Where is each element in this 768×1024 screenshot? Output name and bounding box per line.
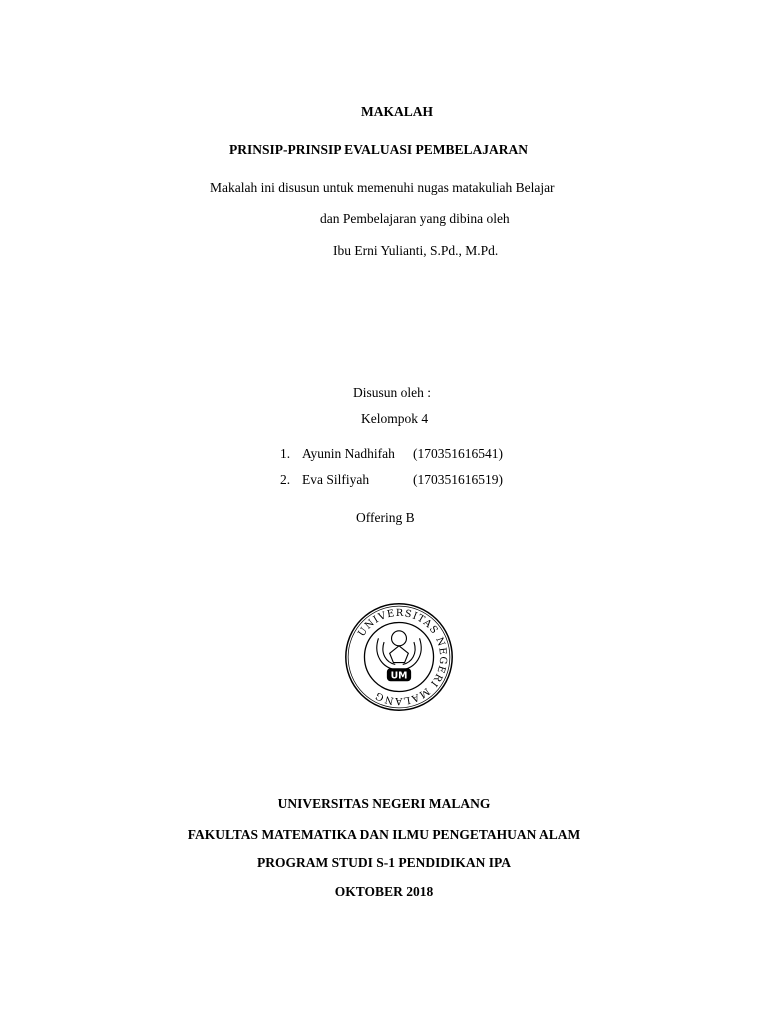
compiled-by-label: Disusun oleh : [353,385,432,400]
offering-label: Offering B [356,510,415,525]
submission-date: OKTOBER 2018 [334,884,434,899]
seal-emblem [377,631,421,670]
member-2-nim: (170351616519) [413,472,503,487]
member-2-name: Eva Silfiyah [302,472,370,487]
doc-label: MAKALAH [361,104,433,119]
member-1-number: 1. [280,446,291,461]
university-seal-logo [343,601,455,713]
purpose-line-2: dan Pembelajaran yang dibina oleh [320,211,510,226]
purpose-line-1: Makalah ini disusun untuk memenuhi nugas matakuliah Belajar [210,180,555,195]
study-program: PROGRAM STUDI S-1 PENDIDIKAN IPA [256,855,511,870]
group-name: Kelompok 4 [361,411,429,426]
seal-ring-text: UNIVERSITAS NEGERI MALANG [356,607,449,707]
member-1-nim: (170351616541) [413,446,503,461]
member-1-name: Ayunin Nadhifah [302,446,395,461]
doc-title: PRINSIP-PRINSIP EVALUASI PEMBELAJARAN [229,142,529,157]
seal-monogram: UM [390,670,408,682]
faculty-name: FAKULTAS MATEMATIKA DAN ILMU PENGETAHUAN ALAM [187,827,581,842]
university-name: UNIVERSITAS NEGERI MALANG [277,796,491,811]
member-2-number: 2. [280,472,291,487]
lecturer-name: Ibu Erni Yulianti, S.Pd., M.Pd. [333,243,499,258]
